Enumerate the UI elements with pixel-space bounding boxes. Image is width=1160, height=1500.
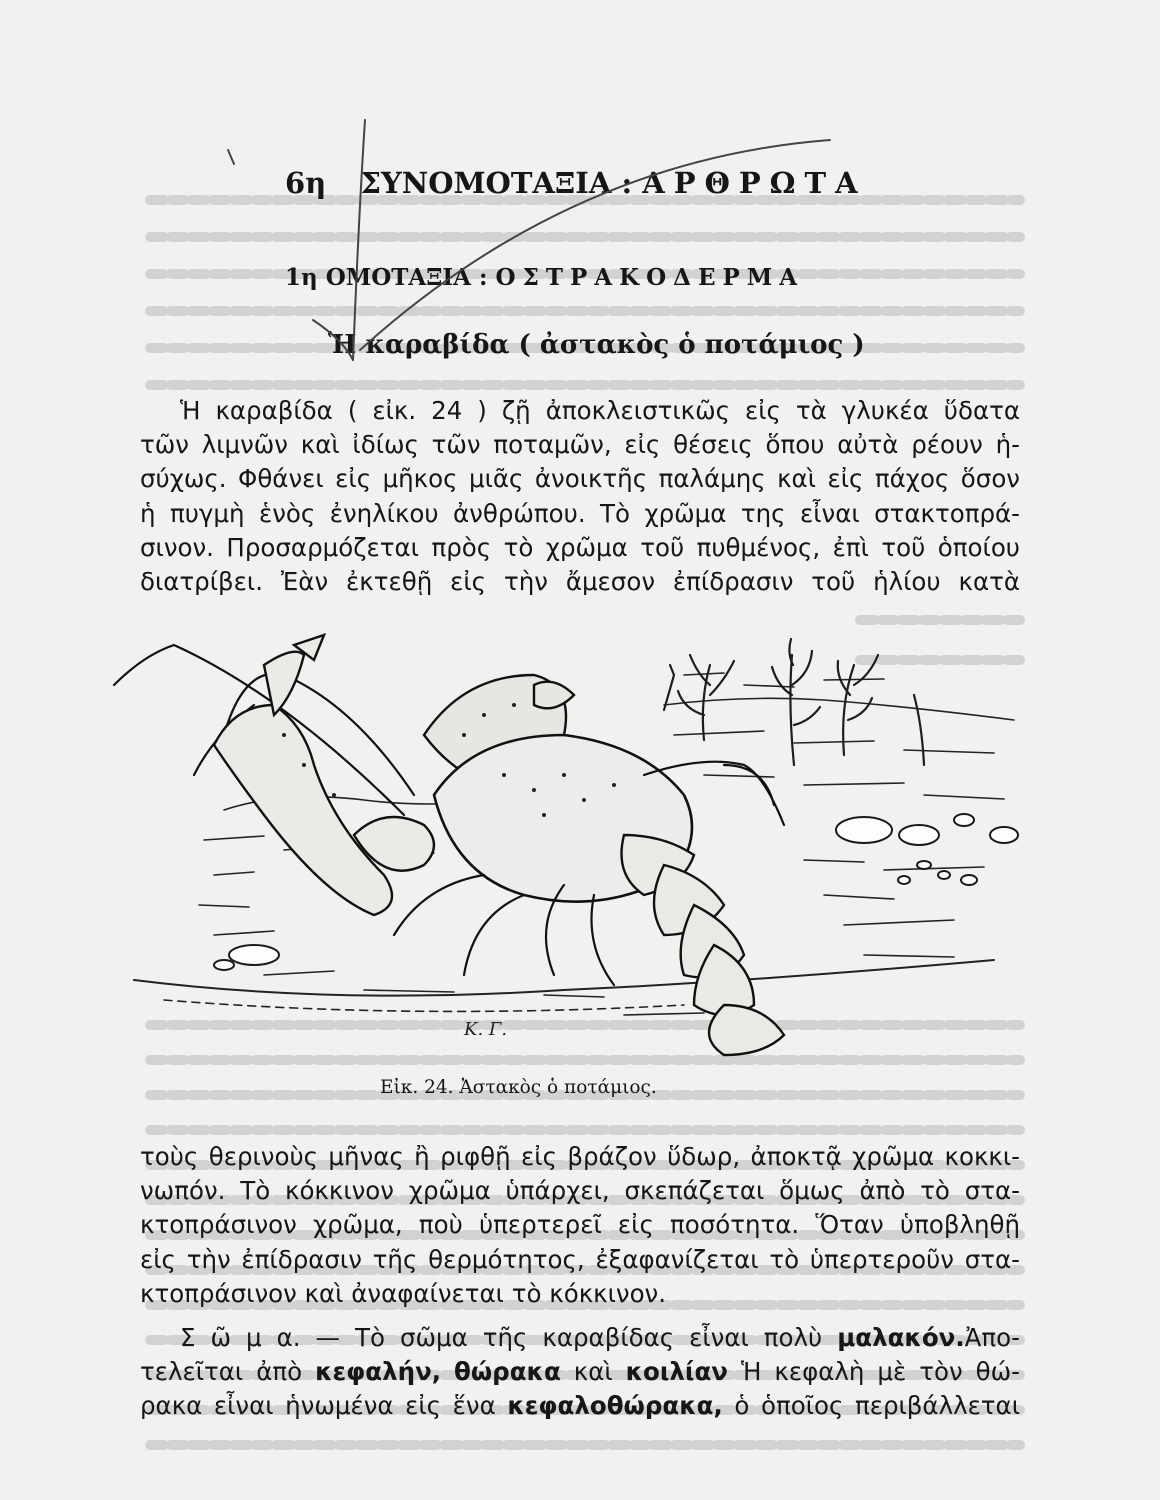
paragraph-color (140, 1140, 1020, 1311)
text-run: ὁ ὁποῖος περιβάλλεται (734, 1391, 1020, 1421)
text-line (140, 1355, 1020, 1389)
section-title: Ἡ καραβίδα ( ἀστακὸς ὁ ποτάμιος ) (328, 330, 865, 360)
emphasis-soft: μαλακόν. (837, 1323, 965, 1352)
text-line: εἰς τὴν ἐπίδρασιν τῆς θερμότητος, ἐξαφανίζεται τὸ ὑπερτεροῦν στα- (140, 1244, 1020, 1274)
text-line: διατρίβει. Ἐὰν ἐκτεθῇ εἰς τὴν ἄμεσον ἐπίδρασιν τοῦ ἡλίου κατὰ (140, 566, 1020, 596)
phylum-heading (285, 166, 885, 200)
class-label: ΟΜΟΤΑΞΙΑ : (325, 264, 488, 291)
text-run: καὶ (573, 1357, 613, 1387)
paragraph-body (140, 1321, 1020, 1424)
text-line (140, 1321, 1020, 1355)
class-name: ΟΣΤΡΑΚΟΔΕΡΜΑ (495, 264, 805, 291)
text-line: κτοπράσινον καὶ ἀναφαίνεται τὸ κόκκινον. (140, 1278, 667, 1308)
crayfish-illustration (104, 625, 1034, 1065)
text-line: νωπόν. Τὸ κόκκινον χρῶμα ὑπάρχει, σκεπάζεται ὅμως ἀπὸ τὸ στα- (140, 1176, 1020, 1206)
text-line (140, 1389, 1020, 1423)
figure-caption: Εἰκ. 24. Ἀστακὸς ὁ ποτάμιος. (380, 1077, 657, 1098)
class-number: 1η (285, 264, 318, 291)
text-run: τελεῖται ἀπὸ (140, 1357, 303, 1387)
text-line: τῶν λιμνῶν καὶ ἰδίως τῶν ποταμῶν, εἰς θέσεις ὅπου αὐτὰ ρέουν ἡ- (140, 430, 1020, 460)
text-run: Ἡ κεφαλὴ μὲ τὸν θώ- (740, 1357, 1020, 1387)
text-line: σύχως. Φθάνει εἰς μῆκος μιᾶς ἀνοικτῆς παλάμης καὶ εἰς πάχος ὅσον (140, 464, 1020, 494)
emphasis-cephalothorax: κεφαλοθώρακα, (507, 1391, 723, 1421)
text-run: Ἀπο- (964, 1323, 1020, 1352)
emphasis-abdomen: κοιλίαν (625, 1357, 728, 1387)
text-line: ἡ πυγμὴ ἑνὸς ἐνηλίκου ἀνθρώπου. Τὸ χρῶμα της εἶναι στακτοπρά- (140, 498, 1020, 528)
text-line: σινον. Προσαρμόζεται πρὸς τὸ χρῶμα τοῦ πυθμένος, ἐπὶ τοῦ ὁποίου (140, 532, 1020, 562)
paragraph-habitat (140, 394, 1020, 599)
emphasis-head: κεφαλήν, (315, 1357, 442, 1387)
phylum-name: ΑΡΘΡΩΤΑ (642, 166, 867, 200)
phylum-label: ΣΥΝΟΜΟΤΑΞΙΑ : (360, 166, 633, 200)
text-line: Ἡ καραβίδα ( εἰκ. 24 ) ζῇ ἀποκλειστικῶς εἰς τὰ γλυκέα ὕδατα (180, 396, 1020, 425)
text-run: Σ ῶ μ α. — Τὸ σῶμα τῆς καραβίδας εἶναι πολὺ (180, 1323, 823, 1352)
text-line: τοὺς θερινοὺς μῆνας ἢ ριφθῇ εἰς βράζον ὕδωρ, ἀποκτᾷ χρῶμα κοκκι- (140, 1142, 1020, 1171)
class-heading (285, 264, 885, 291)
illustrator-signature: Κ. Γ. (464, 1019, 508, 1040)
text-run: ρακα εἶναι ἡνωμένα εἰς ἕνα (140, 1391, 496, 1421)
text-line: κτοπράσινον χρῶμα, ποὺ ὑπερτερεῖ εἰς ποσότητα. Ὅταν ὑποβληθῇ (140, 1210, 1020, 1240)
emphasis-thorax: θώρακα (454, 1357, 561, 1387)
phylum-number: 6η (285, 166, 327, 200)
